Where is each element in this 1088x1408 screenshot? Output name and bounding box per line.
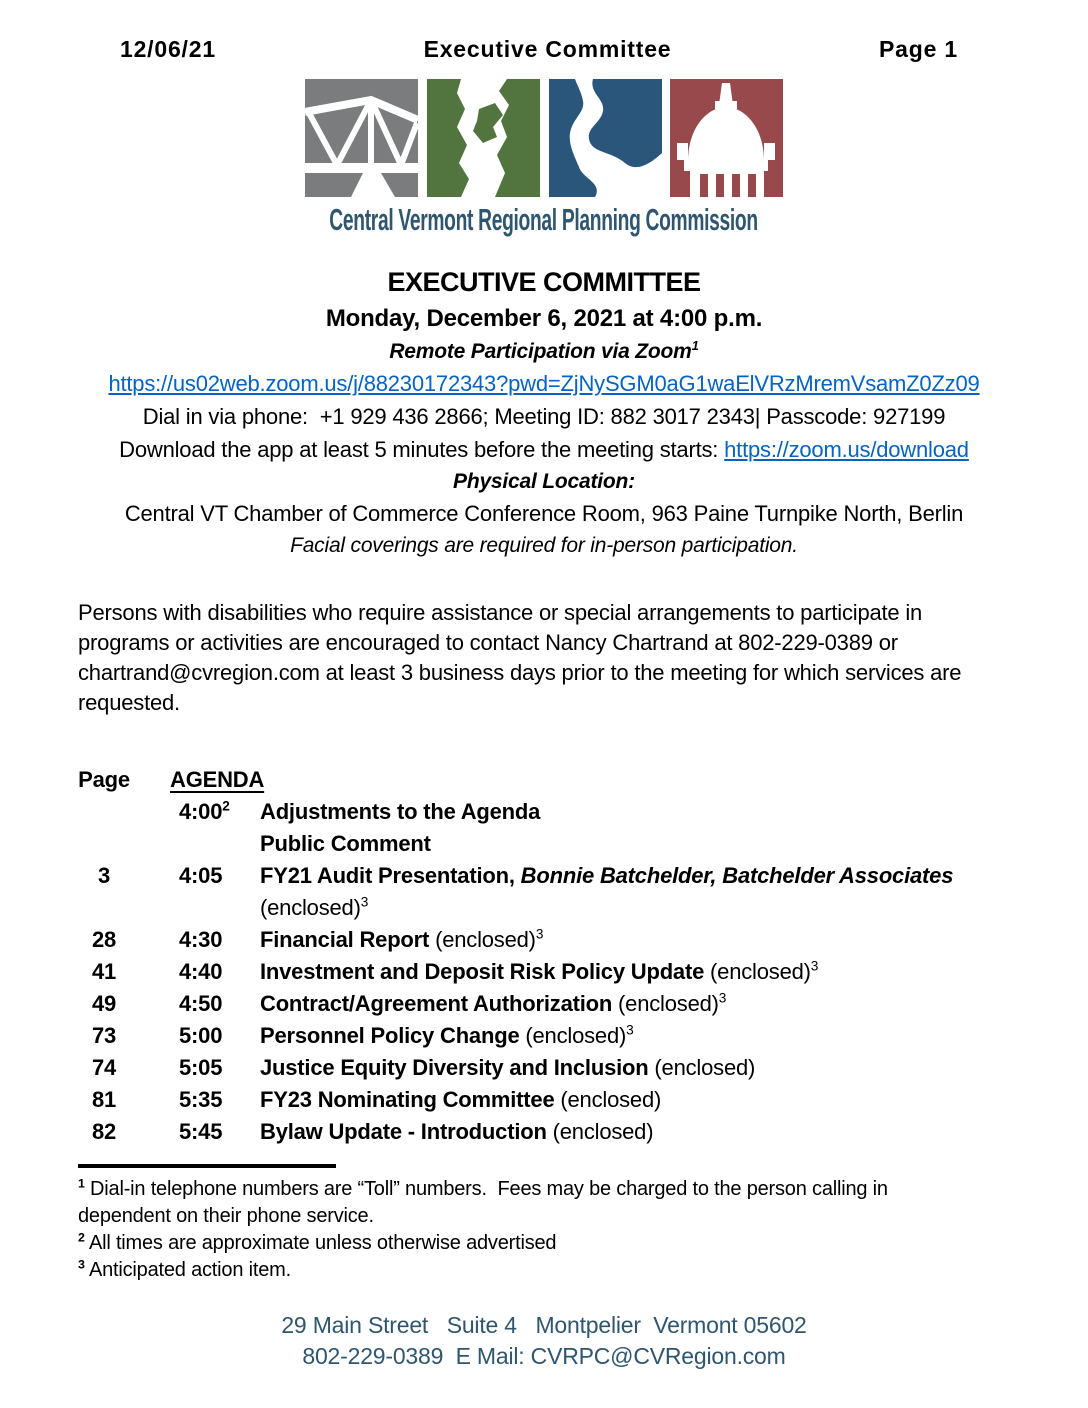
agenda-item-title: Personnel Policy Change [260,1023,520,1048]
agenda-item-footnote-ref: 3 [535,926,544,942]
agenda-item-enclosed: (enclosed) [648,1055,756,1080]
agenda-heading: AGENDA [170,767,265,792]
agenda-section [0,764,1088,1148]
footnote [78,1257,950,1284]
zoom-download-link[interactable]: https://zoom.us/download [724,437,969,462]
agenda-page-number: 41 [91,959,117,984]
agenda-item-description [260,828,1088,860]
cvrpc-logo [0,79,1088,241]
footnote-number: 1 [78,1176,85,1191]
agenda-item-footnote-ref: 3 [718,990,727,1006]
footnote-text: All times are approximate unless otherwise advertised [84,1232,557,1254]
remote-label-text: Remote Participation via Zoom [389,340,692,363]
agenda-item-description [260,988,1088,1020]
agenda-page-number [78,796,130,828]
download-instruction-text: Download the app at least 5 minutes before the meeting starts: [119,437,725,462]
footer-contact: 802-229-0389 E Mail: CVRPC@CVRegion.com [302,1343,786,1369]
agenda-item-enclosed: (enclosed) [546,1119,654,1144]
river-tile-icon [549,79,662,197]
agenda-time: 5:00 [179,1023,223,1048]
agenda-time [130,828,260,860]
agenda-item-description [260,860,1088,924]
agenda-item-enclosed: (enclosed) [429,927,536,952]
agenda-row [78,796,1088,828]
agenda-row [78,828,1088,860]
header-title: Executive Committee [423,36,672,62]
logo-caption: Central Vermont Regional Planning Commission [329,202,759,237]
agenda-item-title: Justice Equity Diversity and Inclusion [260,1055,649,1080]
footnote-number: 2 [78,1230,85,1245]
physical-location-address: Central VT Chamber of Commerce Conference Room, 963 Paine Turnpike North, Berlin [124,501,964,526]
agenda-item-enclosed: (enclosed) [554,1087,662,1112]
agenda-page-number: 81 [91,1087,117,1112]
header-date: 12/06/21 [120,36,216,62]
cvrpc-logo-tiles [305,79,783,197]
agenda-item-description [260,1116,1088,1148]
accessibility-notice: Persons with disabilities who require assistance or special arrangements to participate in programs or activities are encouraged to contact Nancy Chartrand at 802-229-0389 or chartrand@cvregion.com at least 3 business days prior to the meeting for which services are requested. [78,600,962,715]
page-column-label: Page [78,767,130,792]
agenda-item-description [260,1084,1088,1116]
agenda-time: 4:40 [179,959,223,984]
agenda-item-description [260,1052,1088,1084]
agenda-item-title: Financial Report [260,927,430,952]
agenda-item-title: Investment and Deposit Risk Policy Update [260,959,705,984]
agenda-row [78,1116,1088,1148]
agenda-time: 5:45 [179,1119,223,1144]
agenda-time: 4:50 [179,991,223,1016]
agenda-page-number [78,828,130,860]
agenda-item-title: Adjustments to the Agenda [260,799,541,824]
vermont-map-tile-icon [427,79,540,197]
agenda-row [78,1052,1088,1084]
agenda-time: $4:00^2$ [179,798,230,824]
agenda-row [78,924,1088,956]
agenda-page-number: 73 [91,1023,117,1048]
agenda-item-description [260,1020,1088,1052]
agenda-item-description [260,924,1088,956]
agenda-item-title: FY21 Audit Presentation, [260,863,515,888]
download-instruction [0,437,1088,463]
mask-notice: Facial coverings are required for in-person participation. [290,534,798,557]
agenda-item-title: Public Comment [260,831,431,856]
header-page-number: Page 1 [879,36,958,62]
agenda-row [78,860,1088,924]
agenda-item-title: Contract/Agreement Authorization [260,991,613,1016]
agenda-time: 4:05 [179,863,223,888]
meeting-datetime: Monday, December 6, 2021 at 4:00 p.m. [325,305,763,332]
agenda-row [78,988,1088,1020]
footnote-text: Anticipated action item. [84,1259,291,1281]
footnote-text: Dial-in telephone numbers are “Toll” numbers. Fees may be charged to the person calling in dependent on their phone service. [78,1178,894,1227]
footnote [78,1230,950,1257]
footnote-divider [78,1164,336,1168]
capitol-dome-tile-icon [670,79,783,197]
dial-in-info: Dial in via phone: +1 929 436 2866; Meeting ID: 882 3017 2343| Passcode: 927199 [142,404,946,429]
document-footer [0,1310,1088,1372]
footer-address: 29 Main Street Suite 4 Montpelier Vermont 05602 [281,1312,807,1338]
agenda-time: 4:30 [179,927,223,952]
agenda-item-enclosed: (enclosed) [704,959,811,984]
agenda-item-footnote-ref: 3 [626,1022,634,1038]
agenda-row [78,1084,1088,1116]
meeting-title: EXECUTIVE COMMITTEE [387,267,701,297]
footnote-ref-1: 1 [691,338,699,353]
agenda-page-number: 3 [97,863,111,888]
agenda-page-number: 82 [91,1119,117,1144]
agenda-row [78,1020,1088,1052]
physical-location-label: Physical Location: [453,470,635,493]
agenda-item-title: Bylaw Update - Introduction [260,1119,547,1144]
agenda-item-description [260,796,1088,828]
agenda-time: 5:05 [179,1055,223,1080]
bridge-tile-icon [305,79,418,197]
agenda-item-description [260,956,1088,988]
agenda-page-number: 49 [91,991,117,1016]
remote-participation-label [0,340,1088,364]
footnote-number: 3 [78,1257,85,1272]
agenda-item-footnote-ref: 3 [810,958,819,974]
agenda-page-number: 74 [91,1055,117,1080]
agenda-item-title: FY23 Nominating Committee [260,1087,555,1112]
agenda-row [78,956,1088,988]
zoom-meeting-link[interactable]: https://us02web.zoom.us/j/88230172343?pwd=ZjNySGM0aG1waElVRzMremVsamZ0Zz09 [108,371,980,396]
agenda-item-speaker: Bonnie Batchelder, Batchelder Associates [514,863,954,888]
agenda-item-footnote-ref: 3 [360,894,369,910]
agenda-header-row [78,764,1088,796]
agenda-item-enclosed: (enclosed) [260,895,361,920]
agenda-item-enclosed: (enclosed) [519,1023,627,1048]
footnotes [0,1176,950,1284]
document-header [0,0,1088,63]
footnote [78,1176,950,1230]
meeting-info [0,267,1088,558]
agenda-time: 5:35 [179,1087,223,1112]
agenda-page-number: 28 [91,927,117,952]
agenda-rows [78,796,1088,1148]
agenda-item-enclosed: (enclosed) [612,991,719,1016]
